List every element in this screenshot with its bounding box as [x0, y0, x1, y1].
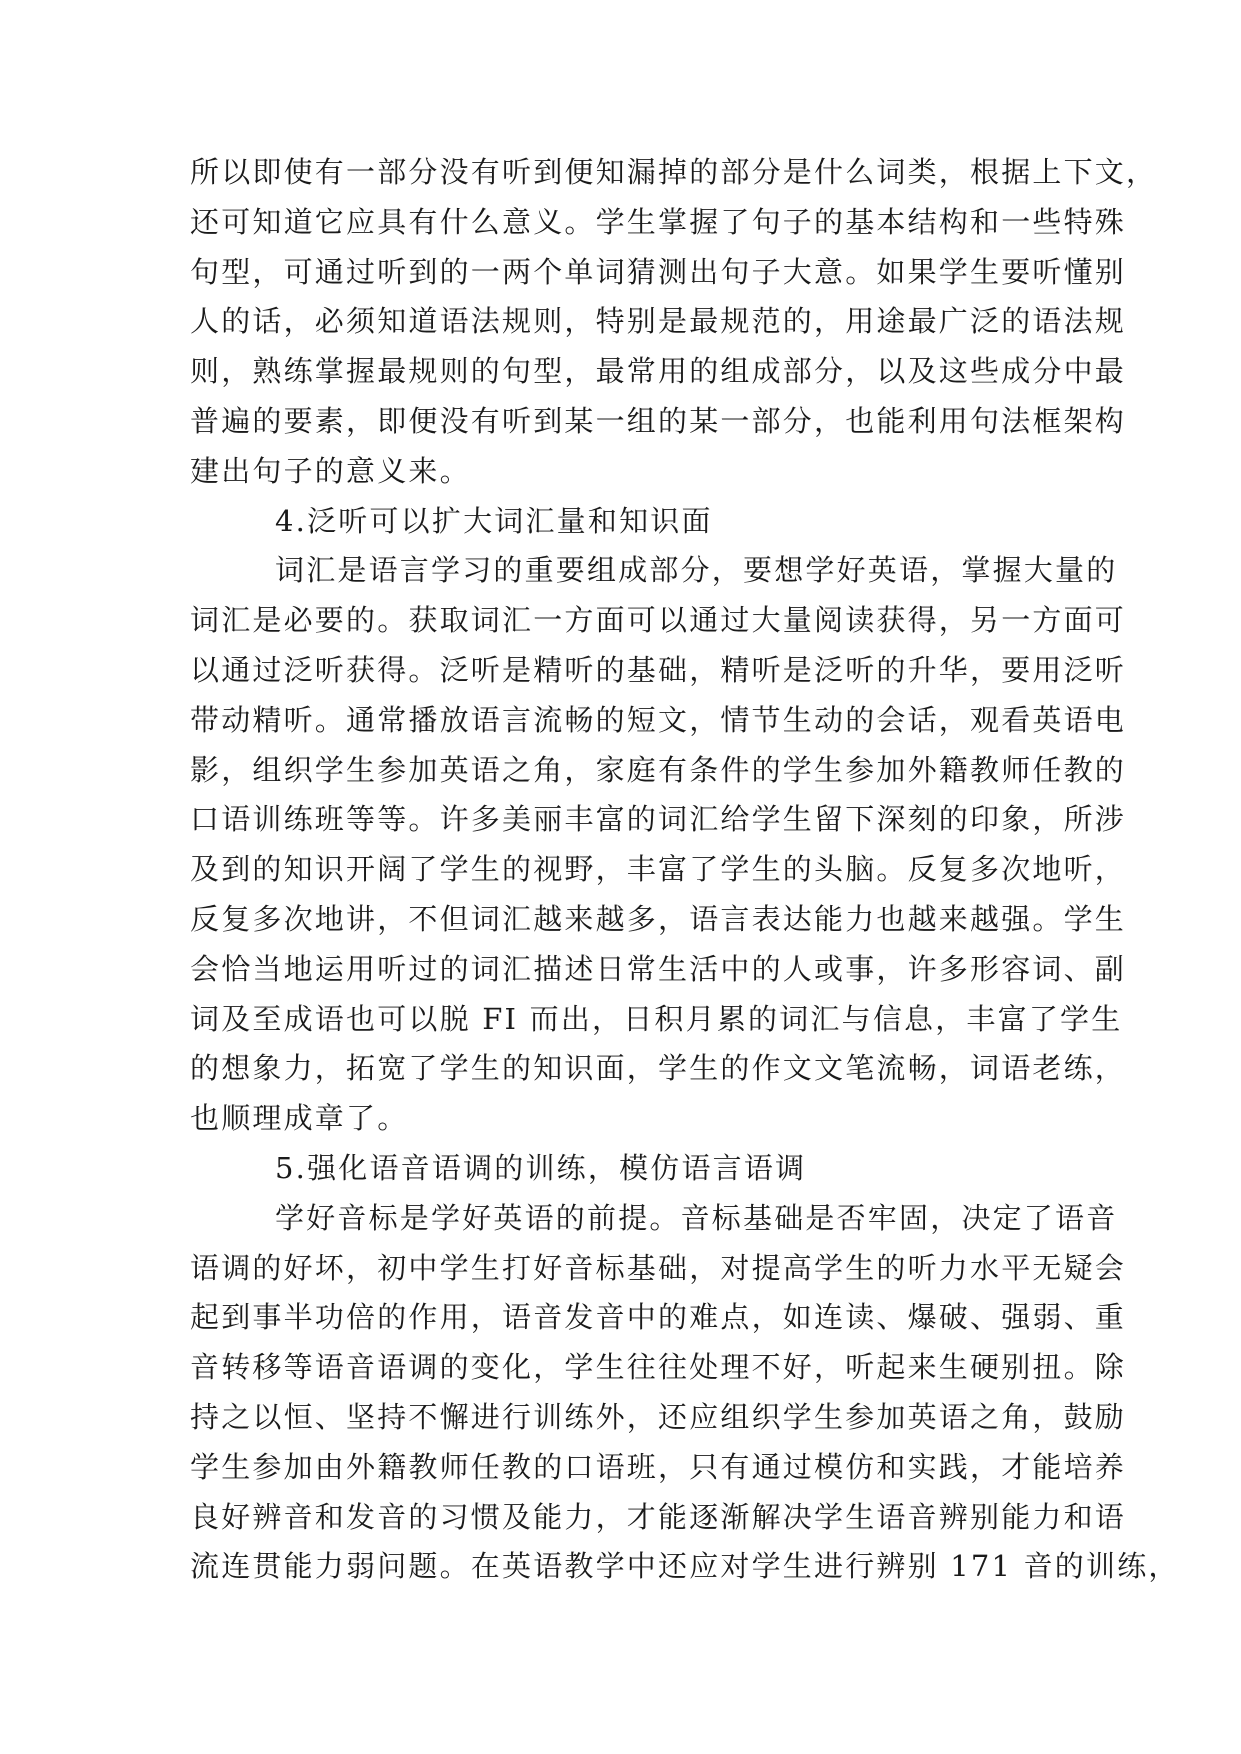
- text-line: 词汇是必要的。获取词汇一方面可以通过大量阅读获得，另一方面可: [190, 603, 1127, 638]
- text-line: 的想象力，拓宽了学生的知识面，学生的作文文笔流畅，词语老练，: [190, 1051, 1127, 1086]
- text-line: 口语训练班等等。许多美丽丰富的词汇给学生留下深刻的印象，所涉: [190, 802, 1127, 837]
- text-line: 学好音标是学好英语的前提。音标基础是否牢固，决定了语音: [275, 1200, 1118, 1235]
- text-line: 所以即使有一部分没有听到便知漏掉的部分是什么词类，根据上下文，: [190, 155, 1158, 189]
- text-line: 反复多次地讲，不但词汇越来越多，语言表达能力也越来越强。学生: [190, 901, 1127, 936]
- text-line: 也顺理成章了。: [190, 1101, 409, 1136]
- text-line: 则，熟练掌握最规则的句型，最常用的组成部分，以及这些成分中最: [190, 354, 1127, 389]
- text-line: 人的话，必须知道语法规则，特别是最规范的，用途最广泛的语法规: [190, 304, 1127, 339]
- body-text: [190, 148, 1180, 1592]
- text-line: 音转移等语音语调的变化，学生往往处理不好，听起来生硬别扭。除: [190, 1350, 1127, 1385]
- text-line: 学生参加由外籍教师任教的口语班，只有通过模仿和实践，才能培养: [190, 1449, 1127, 1484]
- text-line: 词汇是语言学习的重要组成部分，要想学好英语，掌握大量的: [275, 553, 1118, 588]
- text-line: 词及至成语也可以脱 FI 而出，日积月累的词汇与信息，丰富了学生: [190, 1001, 1123, 1036]
- text-line: 流连贯能力弱问题。在英语教学中还应对学生进行辨别 171 音的训练，: [190, 1549, 1180, 1584]
- text-line: 句型，可通过听到的一两个单词猜测出句子大意。如果学生要听懂别: [190, 254, 1127, 289]
- text-line: 建出句子的意义来。: [190, 453, 471, 488]
- text-line: 及到的知识开阔了学生的视野，丰富了学生的头脑。反复多次地听，: [190, 852, 1127, 887]
- section-heading: 5.强化语音语调的训练，模仿语言语调: [275, 1150, 807, 1185]
- text-line: 起到事半功倍的作用，语音发音中的难点，如连读、爆破、强弱、重: [190, 1300, 1127, 1335]
- text-line: 良好辨音和发音的习惯及能力，才能逐渐解决学生语音辨别能力和语: [190, 1499, 1127, 1534]
- text-line: 以通过泛听获得。泛听是精听的基础，精听是泛听的升华，要用泛听: [190, 652, 1127, 687]
- text-line: 语调的好坏，初中学生打好音标基础，对提高学生的听力水平无疑会: [190, 1250, 1127, 1285]
- text-line: 带动精听。通常播放语言流畅的短文，情节生动的会话，观看英语电: [190, 702, 1127, 737]
- text-line: 影，组织学生参加英语之角，家庭有条件的学生参加外籍教师任教的: [190, 752, 1127, 787]
- text-line: 普遍的要素，即便没有听到某一组的某一部分，也能利用句法框架构: [190, 403, 1127, 438]
- section-heading: 4.泛听可以扩大词汇量和知识面: [275, 503, 713, 538]
- text-line: 会恰当地运用听过的词汇描述日常生活中的人或事，许多形容词、副: [190, 951, 1127, 986]
- text-line: 还可知道它应具有什么意义。学生掌握了句子的基本结构和一些特殊: [190, 204, 1127, 239]
- text-line: 持之以恒、坚持不懈进行训练外，还应组织学生参加英语之角，鼓励: [190, 1399, 1127, 1434]
